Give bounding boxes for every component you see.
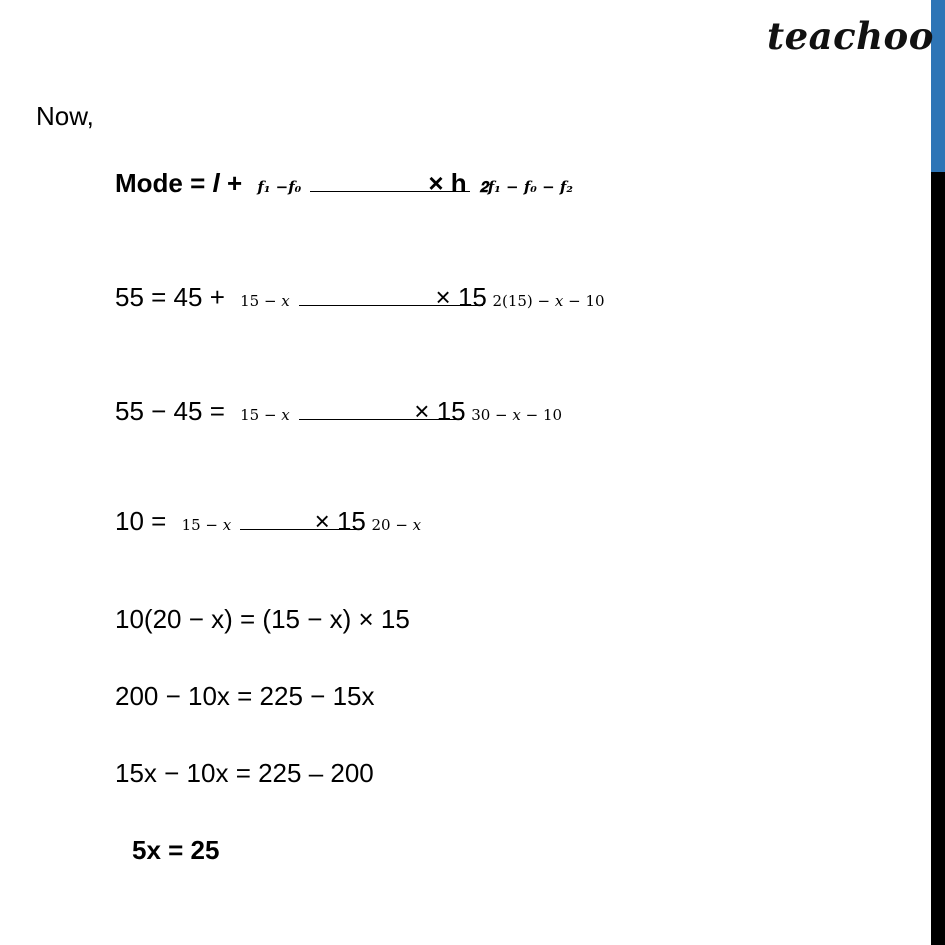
step-2-lhs: 55 − 45 = (115, 396, 233, 426)
step-1-denominator: 2(15) − 𝑥 − 10 (492, 292, 605, 310)
step-1-fraction (238, 282, 605, 313)
step-3-fraction (180, 506, 422, 537)
formula-lhs: Mode = (115, 168, 206, 198)
step-2-tail: × 15 (407, 396, 466, 426)
formula-tail: × h (421, 168, 467, 198)
step-6-text: 15x − 10x = 225 – 200 (115, 758, 374, 788)
step-3 (115, 506, 422, 537)
mode-formula (115, 168, 573, 199)
formula-plus: + (219, 168, 250, 198)
step-2-fraction (238, 396, 563, 427)
step-1-numerator: 15 − 𝑥 (240, 292, 290, 310)
intro-text (36, 101, 94, 132)
step-3-tail: × 15 (307, 506, 366, 536)
step-3-denominator: 20 − 𝑥 (371, 516, 422, 534)
step-4 (115, 604, 410, 635)
step-4-text: 10(20 − x) = (15 − x) × 15 (115, 604, 410, 634)
step-3-lhs: 10 = (115, 506, 174, 536)
step-1-lhs: 55 = 45 + (115, 282, 233, 312)
formula-fraction (255, 168, 573, 199)
step-2-numerator: 15 − 𝑥 (240, 406, 290, 424)
step-6 (115, 758, 374, 789)
formula-numerator: 𝒇₁ −𝒇₀ (257, 178, 302, 196)
intro-label: Now, (36, 101, 94, 131)
step-5-text: 200 − 10x = 225 − 15x (115, 681, 375, 711)
step-2 (115, 396, 563, 427)
step-1 (115, 282, 605, 313)
formula-denominator: 𝟐𝒇₁ − 𝒇₀ − 𝒇₂ (479, 178, 573, 196)
formula-l: l (212, 168, 220, 198)
step-5 (115, 681, 375, 712)
step-7-text: 5x = 25 (132, 835, 220, 865)
sidebar (931, 0, 945, 945)
step-7 (132, 835, 219, 866)
step-2-denominator: 30 − 𝑥 − 10 (471, 406, 563, 424)
step-1-tail: × 15 (428, 282, 487, 312)
teachoo-logo: teachoo (767, 14, 934, 58)
step-3-numerator: 15 − 𝑥 (181, 516, 232, 534)
